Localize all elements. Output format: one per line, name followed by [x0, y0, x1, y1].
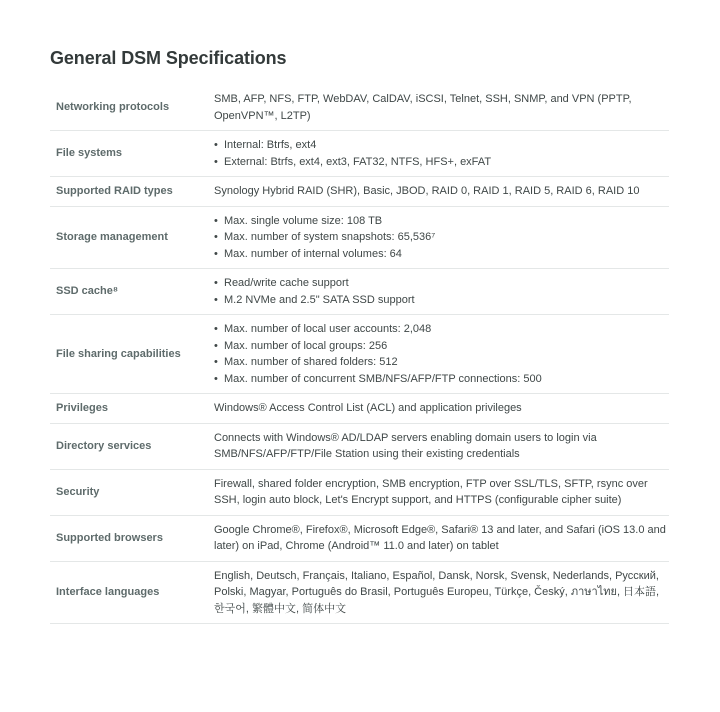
spec-list — [214, 213, 669, 263]
spec-list — [214, 137, 669, 170]
spec-list-item: • Internal: Btrfs, ext4 — [214, 137, 669, 154]
spec-row-storage-management — [50, 206, 669, 269]
spec-label: Storage management — [56, 231, 168, 243]
spec-row-networking-protocols — [50, 85, 669, 131]
spec-value: Connects with Windows® AD/LDAP servers enabling domain users to login via SMB/NFS/AFP/FTP/File Station using their existing credentials — [214, 431, 597, 460]
spec-value: English, Deutsch, Français, Italiano, Español, Dansk, Norsk, Svensk, Nederlands, Русский, Polski, Magyar, Português do Brasil, Português Europeu, Türkçe, Český, ภาษาไทย, 日本語, 한국어, 繁體中文, 简体中文 — [214, 569, 660, 615]
spec-row-raid-types — [50, 177, 669, 207]
spec-value: Synology Hybrid RAID (SHR), Basic, JBOD, RAID 0, RAID 1, RAID 5, RAID 6, RAID 10 — [214, 185, 640, 197]
spec-list — [214, 321, 669, 387]
spec-value: Google Chrome®, Firefox®, Microsoft Edge®, Safari® 13 and later, and Safari (iOS 13.0 and later) on iPad, Chrome (Android™ 11.0 and later) on tablet — [214, 523, 666, 552]
spec-label: Directory services — [56, 439, 152, 452]
spec-value: SMB, AFP, NFS, FTP, WebDAV, CalDAV, iSCSI, Telnet, SSH, SNMP, and VPN (PPTP, OpenVPN™, L2TP) — [214, 93, 632, 122]
spec-row-file-sharing — [50, 315, 669, 394]
spec-row-file-systems — [50, 131, 669, 177]
spec-label: Interface languages — [56, 586, 160, 598]
spec-row-privileges — [50, 394, 669, 424]
spec-label: Supported browsers — [56, 531, 163, 544]
spec-row-interface-languages — [50, 561, 669, 624]
spec-value — [214, 206, 669, 269]
spec-label: SSD cache⁸ — [56, 285, 119, 298]
spec-list-item: • Max. number of concurrent SMB/NFS/AFP/FTP connections: 500 — [214, 371, 669, 388]
spec-label: File sharing capabilities — [56, 347, 181, 360]
spec-value — [214, 131, 669, 177]
spec-row-security — [50, 469, 669, 515]
spec-list — [214, 275, 669, 308]
spec-list-item: • M.2 NVMe and 2.5" SATA SSD support — [214, 292, 669, 309]
spec-list-item: • Max. number of local user accounts: 2,048 — [214, 321, 669, 338]
spec-list-item: • Max. number of shared folders: 512 — [214, 354, 669, 371]
spec-list-item: • Max. single volume size: 108 TB — [214, 213, 669, 230]
spec-label: Supported RAID types — [56, 185, 173, 197]
spec-label: File systems — [56, 147, 123, 160]
spec-value — [214, 315, 669, 394]
spec-table — [50, 85, 669, 624]
spec-label: Networking protocols — [56, 101, 170, 114]
page-title: General DSM Specifications — [50, 48, 287, 68]
spec-label: Privileges — [56, 402, 108, 414]
spec-row-ssd-cache — [50, 269, 669, 315]
spec-value: Windows® Access Control List (ACL) and application privileges — [214, 402, 522, 414]
spec-value — [214, 269, 669, 315]
spec-list-item: • External: Btrfs, ext4, ext3, FAT32, NTFS, HFS+, exFAT — [214, 154, 669, 171]
spec-list-item: • Max. number of system snapshots: 65,536⁷ — [214, 229, 669, 246]
spec-label: Security — [56, 485, 100, 498]
spec-row-supported-browsers — [50, 515, 669, 561]
spec-list-item: • Max. number of internal volumes: 64 — [214, 246, 669, 263]
spec-value: Firewall, shared folder encryption, SMB encryption, FTP over SSL/TLS, SFTP, rsync over SSH, login auto block, Let's Encrypt support, and HTTPS (configurable cipher suite) — [214, 477, 648, 506]
spec-row-directory-services — [50, 423, 669, 469]
spec-list-item: • Read/write cache support — [214, 275, 669, 292]
spec-list-item: • Max. number of local groups: 256 — [214, 338, 669, 355]
